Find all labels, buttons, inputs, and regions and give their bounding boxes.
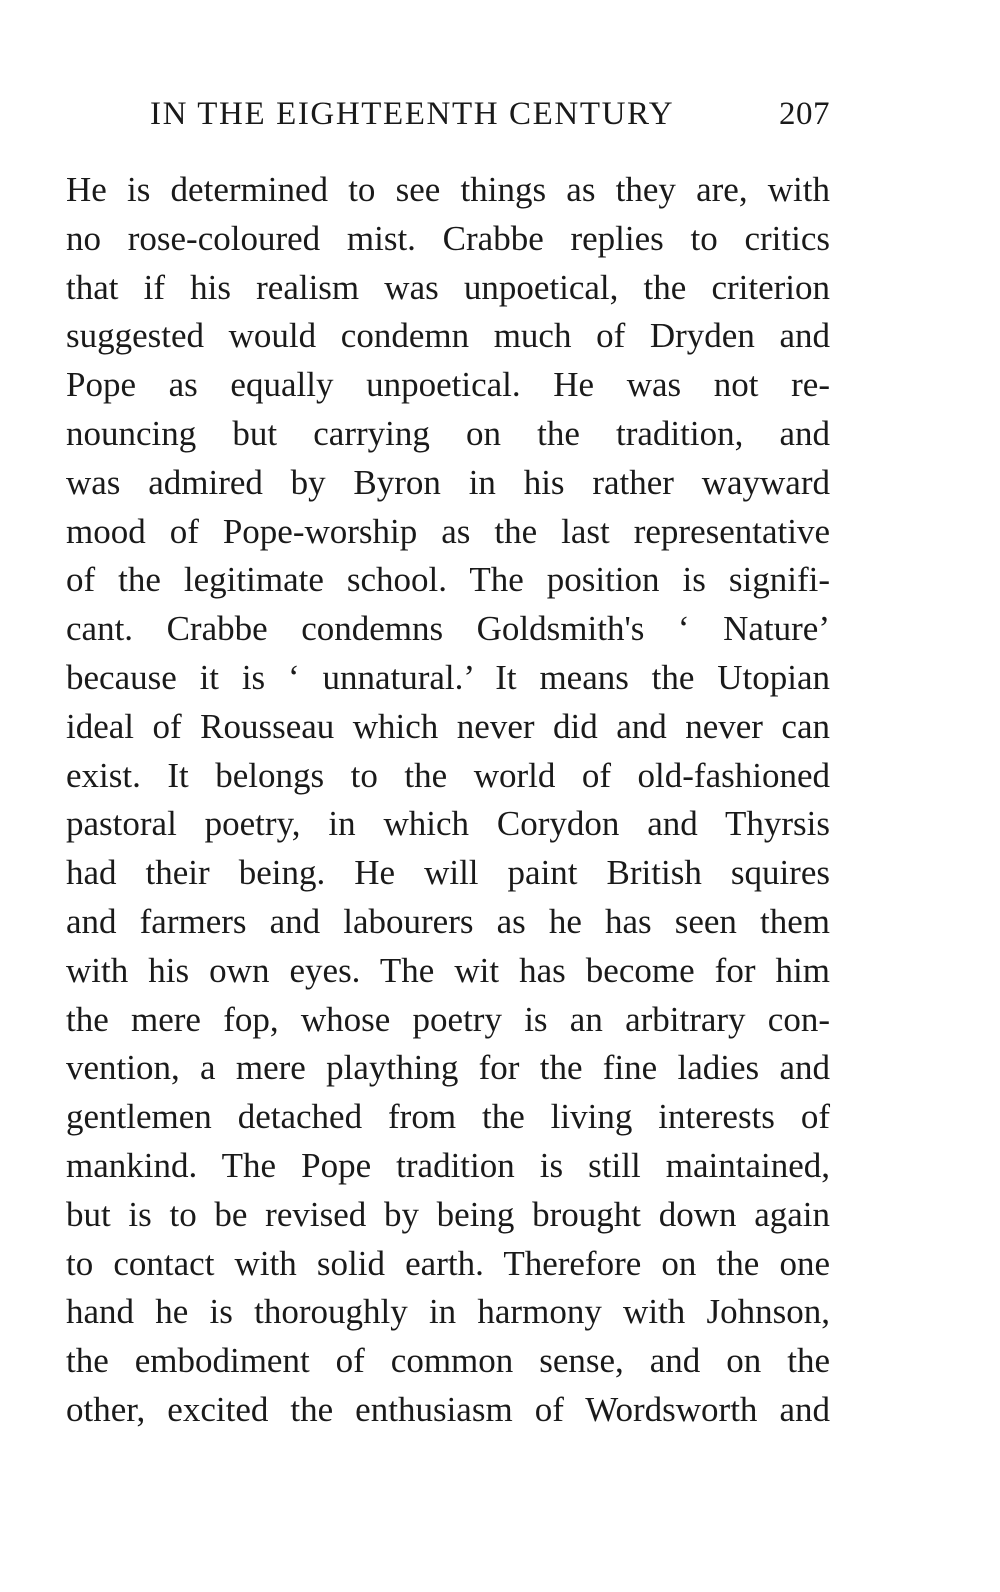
- running-title: IN THE EIGHTEENTH CENTURY: [150, 96, 675, 132]
- text-line: with his own eyes. The wit has become for him: [66, 950, 830, 990]
- text-line: vention, a mere plaything for the fine ladies and: [66, 1048, 830, 1088]
- running-head: [150, 96, 830, 146]
- text-line: mankind. The Pope tradition is still maintained,: [66, 1145, 830, 1185]
- text-line: the mere fop, whose poetry is an arbitrary con-: [66, 999, 830, 1039]
- text-line: He is determined to see things as they are, with: [66, 170, 830, 209]
- text-line: that if his realism was unpoetical, the criterion: [66, 267, 830, 307]
- text-line: mood of Pope-worship as the last representative: [66, 511, 830, 551]
- text-line: but is to be revised by being brought down again: [66, 1194, 830, 1234]
- text-line: other, excited the enthusiasm of Wordsworth and: [66, 1389, 830, 1429]
- text-line: ideal of Rousseau which never did and never can: [66, 706, 830, 746]
- text-line: no rose-coloured mist. Crabbe replies to critics: [66, 218, 830, 258]
- text-line: hand he is thoroughly in harmony with Johnson,: [66, 1292, 830, 1332]
- text-line: had their being. He will paint British squires: [66, 853, 830, 893]
- text-line: was admired by Byron in his rather wayward: [66, 462, 830, 502]
- text-line: Pope as equally unpoetical. He was not re-: [66, 365, 830, 405]
- text-line: the embodiment of common sense, and on the: [66, 1341, 830, 1381]
- text-line: because it is ‘ unnatural.’ It means the Utopian: [66, 657, 830, 697]
- text-line: exist. It belongs to the world of old-fashioned: [66, 755, 830, 795]
- text-line: gentlemen detached from the living interests of: [66, 1097, 830, 1137]
- text-line: nouncing but carrying on the tradition, and: [66, 413, 830, 453]
- text-line: pastoral poetry, in which Corydon and Thyrsis: [66, 804, 830, 844]
- text-line: and farmers and labourers as he has seen them: [66, 901, 830, 941]
- page-number: 207: [779, 96, 830, 132]
- text-line: suggested would condemn much of Dryden and: [66, 316, 830, 356]
- text-line: cant. Crabbe condemns Goldsmith's ‘ Nature’: [66, 609, 830, 649]
- text-line: of the legitimate school. The position is signifi-: [66, 560, 830, 600]
- text-line: to contact with solid earth. Therefore on the one: [66, 1243, 830, 1283]
- body-paragraph: [66, 166, 830, 1435]
